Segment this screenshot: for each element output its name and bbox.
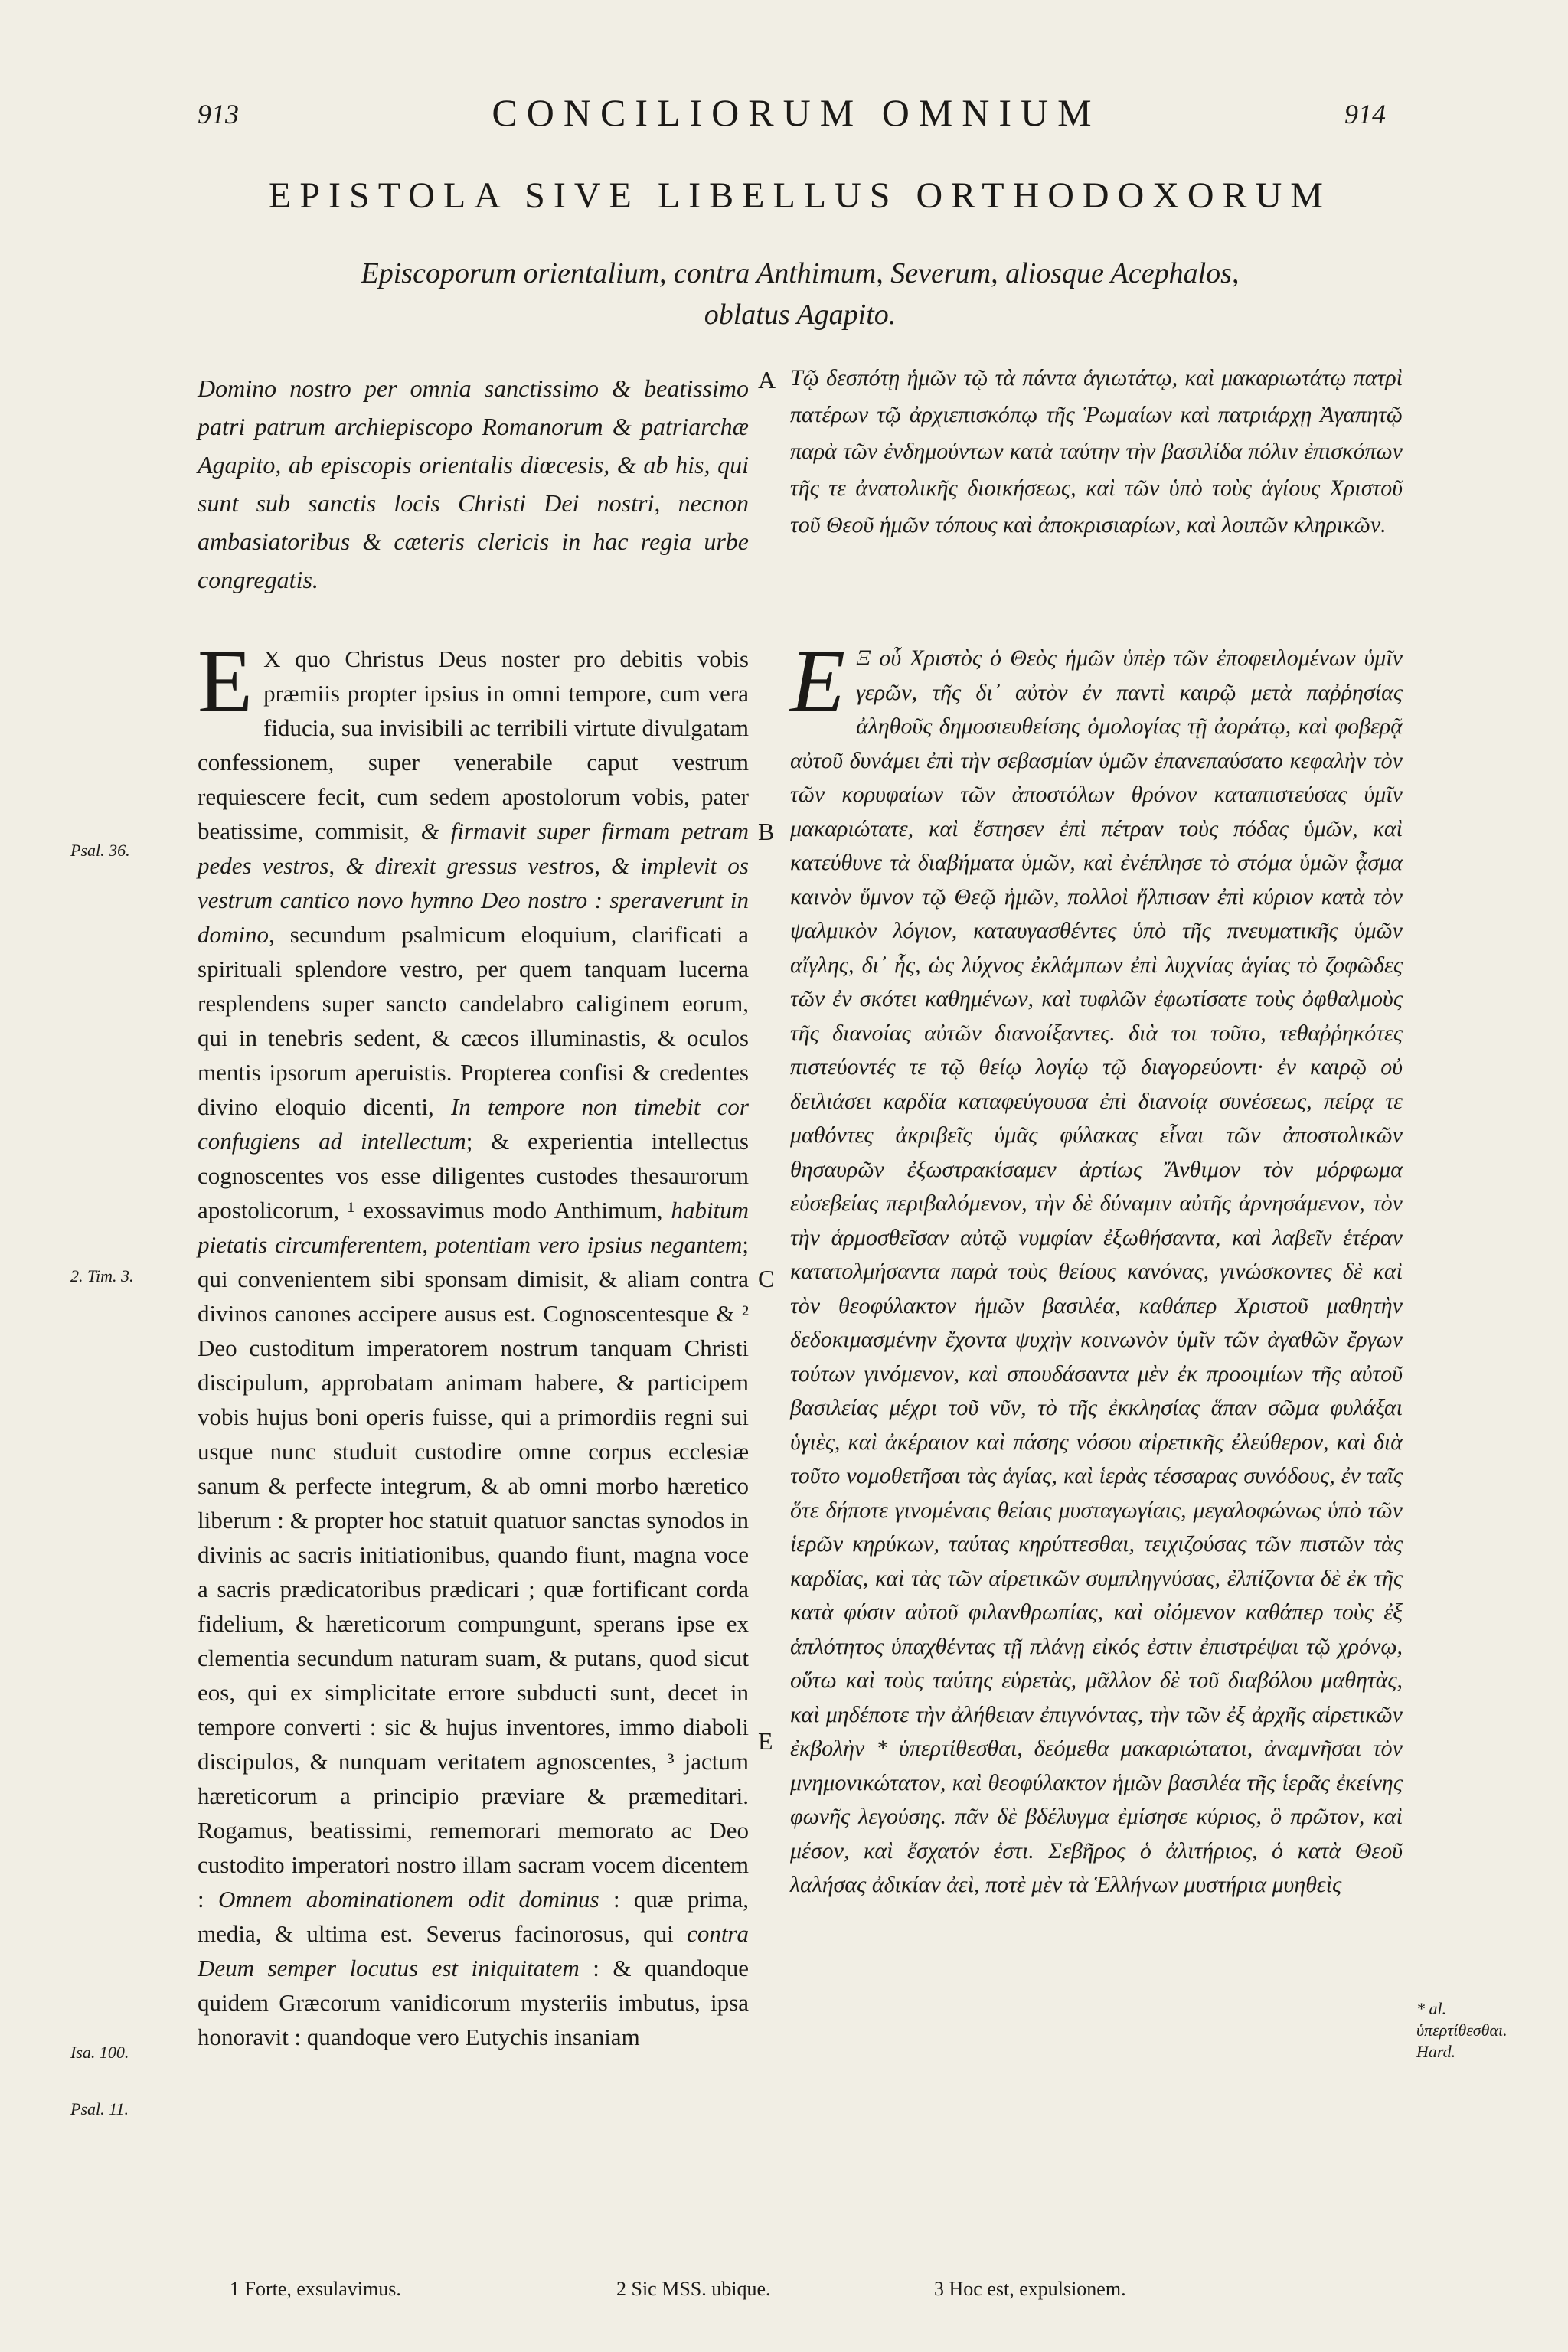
footnote-2: 2 Sic MSS. ubique.	[616, 2278, 771, 2300]
latin-column	[198, 631, 750, 2054]
latin-paragraph-part: ; & experientia intellectus cognoscentes vos esse diligentes custodes thesaurorum apostolicorum, ¹ exossavimus modo Anthimum,	[198, 1128, 749, 1223]
section-letter-a: A	[758, 366, 776, 394]
margin-note-psalm-36: Psal. 36.	[70, 841, 130, 860]
greek-address: Τῷ δεσπότῃ ἡμῶν τῷ τὰ πάντα ἁγιωτάτῳ, καὶ μακαριωτάτῳ πατρὶ πατέρων τῷ ἀρχιεπισκόπῳ τῆς Ῥωμαίων καὶ πατριάρχῃ Ἀγαπητῷ παρὰ τῶν ἐνδημούντων κατὰ ταύτην τὴν βασιλίδα πόλιν ἐπισκόπων τῆς τε ἀνατολικῆς διοικήσεως, καὶ τῶν ὑπὸ τοὺς ἁγίους Χριστοῦ τοῦ Θεοῦ ἡμῶν τόπους καὶ ἀποκρισιαρίων, καὶ λοιπῶν κληρικῶν.	[790, 365, 1403, 537]
footnote-1: 1 Forte, exsulavimus.	[230, 2278, 401, 2300]
latin-quotation: contra Deum semper locutus est iniquitatem	[198, 1920, 749, 1981]
latin-paragraph-part: X quo Christus Deus noster pro debitis vobis præmiis propter ipsius in omni tempore, cum vera fiducia, sua invisibili ac terribili virtute divulgatam confessionem, super venerabile caput vestrum requiescere fecit, cum sedem apostolorum vobis, pater beatissime, commisit,	[198, 645, 749, 844]
latin-paragraph-part: : quæ prima, media, & ultima est. Severus facinorosus, qui	[198, 1886, 749, 1947]
greek-column	[790, 631, 1403, 1903]
margin-note-variant-reading: * al. ὑπερτίθεσθαι. Hard.	[1416, 1999, 1508, 2061]
latin-dropcap: E	[198, 631, 253, 731]
section-letter-e: E	[758, 1727, 773, 1755]
greek-paragraph: Ξ οὗ Χριστὸς ὁ Θεὸς ἡμῶν ὑπὲρ τῶν ἐποφειλομένων ὑμῖν γερῶν, τῆς δι᾽ αὐτὸν ἐν παντὶ καιρῷ μετὰ παῤῥησίας ἀληθοῦς δημοσιευθείσης ὁμολογίας τῇ ἀοράτῳ, καὶ φοβερᾷ αὐτοῦ δυνάμει ἐπὶ τὴν σεβασμίαν ὑμῶν ἐπανεπαύσατο κεφαλὴν τὸν τῶν κορυφαίων τῶν ἀποστόλων θρόνον καταπιστεύσας ὑμῖν μακαριώτατε, καὶ ἔστησεν ἐπὶ πέτραν τοὺς πόδας ὑμῶν, καὶ κατεύθυνε τὰ διαβήματα ὑμῶν, καὶ ἐνέπλησε τὸ στόμα ὑμῶν ᾆσμα καινὸν ὕμνον τῷ Θεῷ ἡμῶν, πολλοὶ ἤλπισαν ἐπὶ κύριον κατὰ τὸν ψαλμικὸν λόγιον, καταυγασθέντες ὑπὸ τῆς πνευματικῆς ὑμῶν αἴγλης, δι᾽ ἧς, ὡς λύχνος ἐκλάμπων ἐπὶ λυχνίας ἁγίας τὸ ζοφῶδες τῶν ἐν σκότει καθημένων, καὶ τυφλῶν ἐφωτίσατε τοὺς ὀφθαλμοὺς τῆς διανοίας αὐτῶν διανοίξαντες. διὰ τοι τοῦτο, τεθαῤῥηκότες πιστεύοντές τε τῷ θείῳ λογίῳ τῷ διαγορεύοντι· ἐν καιρῷ οὐ δειλιάσει καρδία καταφεύγουσα ἐπὶ διανοίᾳ συνέσεως, πείρᾳ τε μαθόντες ἀκριβεῖς ὑμᾶς φύλακας εἶναι τῶν ἀποστολικῶν θησαυρῶν ἐξωστρακίσαμεν ἀρτίως Ἄνθιμον τὸν μόρφωμα εὐσεβείας περιβαλόμενον, τὴν δὲ δύναμιν αὐτῆς ἀρνησάμενον, τὸν τὴν ἁρμοσθεῖσαν αὐτῷ νυμφίαν ἐξωθήσαντα, καὶ λαβεῖν ἑτέραν κατατολμήσαντα παρὰ τοὺς θείους κανόνας, γινώσκοντες δὲ καὶ τὸν θεοφύλακτον ἡμῶν βασιλέα, καθάπερ Χριστοῦ μαθητὴν δεδοκιμασμένην ἔχοντα ψυχὴν κοινωνὸν ὑμῖν τῶν ἀγαθῶν ἔργων τούτων γινόμενον, καὶ σπουδάσαντα μὲν ἐκ προοιμίων τῆς αὐτοῦ βασιλείας μέχρι τοῦ νῦν, τὸ τῆς ἐκκλησίας ἅπαν σῶμα φυλάξαι ὑγιὲς, καὶ ἀκέραιον καὶ πάσης νόσου αἱρετικῆς ἐλεύθερον, καὶ διὰ τοῦτο νομοθετῆσαι τὰς ἁγίας, καὶ ἱερὰς τέσσαρας συνόδους, ἐν ταῖς ὅτε δήποτε γινομέναις θείαις μυσταγωγίαις, μεγαλοφώνως ὑπὸ τῶν ἱερῶν κηρύκων, ταύτας κηρύττεσθαι, τειχιζούσας τῶν πιστῶν τὰς καρδίας, καὶ τὰς τῶν αἱρετικῶν συμπληγνύσας, ἐλπίζοντα δὲ ἐκ τῆς κατὰ φύσιν αὐτοῦ φιλανθρωπίας, καὶ οἰόμενον καθάπερ τοὺς ἐξ ἁπλότητος ὑπαχθέντας τῇ πλάνῃ εἰκός ἐστιν ἐπιστρέψαι τῷ χρόνῳ, οὕτω καὶ τοὺς ταύτης εὑρετὰς, μᾶλλον δὲ τοῦ διαβόλου μαθητὰς, καὶ μηδέποτε τὴν ἀλήθειαν ἐπιγνόντας, τὴν τῶν ἐξ ἀρχῆς αἱρετικῶν ἐκβολὴν * ὑπερτίθεσθαι, δεόμεθα μακαριώτατοι, ἀναμνῆσαι τὸν μνημονικώτατον, καὶ θεοφύλακτον ἡμῶν βασιλέα τῆς ἱερᾶς ἐκείνης φωνῆς λεγούσης. πᾶν δὲ βδέλυγμα ἐμίσησε κύριος, ὃ πρῶτον, καὶ μέσον, καὶ ἔσχατόν ἐστι. Σεβῆρος ὁ ἀλιτήριος, ὁ κατὰ Θεοῦ λαλήσας ἀδικίαν ἀεὶ, ποτὲ μὲν τὰ Ἑλλήνων μυστήρια μυηθεὶς	[790, 645, 1403, 1897]
latin-address: Domino nostro per omnia sanctissimo & beatissimo patri patrum archiepiscopo Romanorum & patriarchæ Agapito, ab episcopis orientalis diœcesis, & ab his, qui sunt sub sanctis locis Christi Dei nostri, necnon ambasiatoribus & cæteris clericis in hac regia urbe congregatis.	[198, 374, 749, 593]
margin-note-timothy-3: 2. Tim. 3.	[70, 1266, 134, 1285]
running-title: CONCILIORUM OMNIUM	[492, 91, 1101, 134]
document-subtitle: Episcoporum orientalium, contra Anthimum, Severum, aliosque Acephalos, oblatus Agapito.	[361, 257, 1240, 331]
document-title: EPISTOLA SIVE LIBELLUS ORTHODOXORUM	[269, 175, 1331, 216]
page-number-right: 914	[1344, 99, 1386, 129]
latin-paragraph-part: ; qui convenientem sibi sponsam dimisit, & aliam contra divinos canones accipere ausus est. Cognoscentesque & ² Deo custoditum imperatorem nostrum tanquam Christi discipulum, approbatam animam habere, & participem vobis hujus boni operis fuisse, qui a primordiis regni sui usque nunc studuit custodire omne corpus ecclesiæ sanum & perfecte integrum, & ab omni morbo hæretico liberum : & propter hoc statuit quatuor sanctas synodos in divinis ac sacris initiationibus, quando fiunt, magna voce a sacris prædicatoribus prædicari ; quæ fortificant corda fidelium, & hæreticorum compungunt, sperans ipse ex clementia secundum naturam suam, & putans, quod sicut eos, qui ex simplicitate errore subducti sunt, decet in tempore converti : sic & hujus inventores, immo diaboli discipulos, & nunquam veritatem agnoscentes, ³ jactum hæreticorum a principio præviare & præmeditari. Rogamus, beatissimi, rememorari memorato ac Deo custodito imperatori nostro illam sacram vocem dicentem :	[198, 1231, 749, 1913]
section-letter-b: B	[758, 818, 775, 845]
section-letter-c: C	[758, 1265, 775, 1292]
latin-quotation: Omnem abominationem odit dominus	[217, 1886, 599, 1913]
page-number-left: 913	[198, 99, 239, 129]
margin-note-isaiah-100: Isa. 100.	[70, 2043, 129, 2062]
footnote-3: 3 Hoc est, expulsionem.	[934, 2278, 1126, 2300]
latin-quotation: habitum pietatis circumferentem, potentiam vero ipsius negantem	[198, 1197, 749, 1258]
latin-quotation: In tempore non timebit cor confugiens ad intellectum	[198, 1093, 749, 1155]
greek-dropcap: Ε	[790, 631, 846, 731]
margin-note-psalm-11: Psal. 11.	[70, 2099, 129, 2118]
latin-quotation: & firmavit super firmam petram pedes vestros, & direxit gressus vestros, & implevit os vestrum cantico novo hymno Deo nostro : speraverunt in domino	[198, 818, 749, 948]
latin-paragraph-part: : & quandoque quidem Græcorum vanidicorum mysteriis imbutus, ipsa honoravit : quandoque vero Eutychis insaniam	[198, 1955, 750, 2050]
latin-paragraph-part: , secundum psalmicum eloquium, clarificati a spirituali splendore vestro, per quem tanquam lucerna resplendens super sancto candelabro caliginem eorum, qui in tenebris sedent, & cæcos illuminastis, & oculos mentis ipsorum aperuistis. Propterea confisi & credentes divino eloquio dicenti,	[198, 921, 749, 1120]
